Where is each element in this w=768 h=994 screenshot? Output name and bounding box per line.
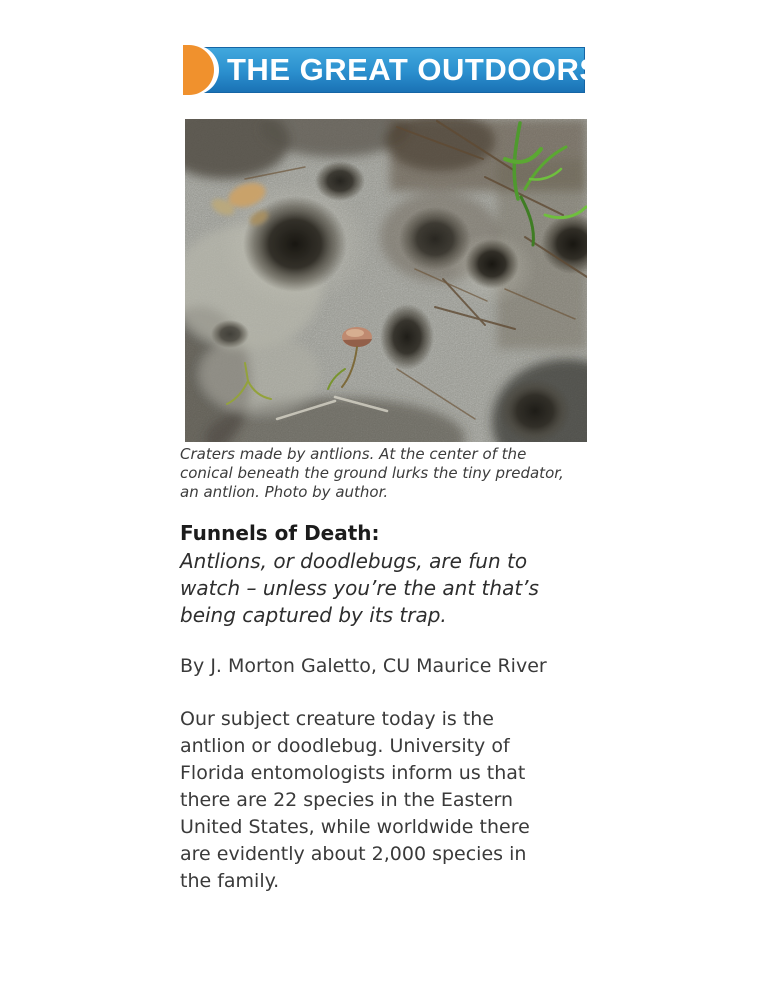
subtitle-line: being captured by its trap. [180, 603, 447, 627]
body-line: the family. [180, 870, 280, 892]
article-body [180, 706, 590, 895]
article [180, 520, 590, 895]
body-line: are evidently about 2,000 species in [180, 843, 527, 865]
body-line: there are 22 species in the Eastern [180, 789, 514, 811]
article-subtitle [180, 548, 590, 629]
article-title: Funnels of Death: [180, 521, 380, 545]
masthead-banner [183, 47, 601, 93]
photo-illustration [185, 119, 587, 442]
banner-title: THE GREAT OUTDOORS [227, 52, 601, 87]
caption-line: Craters made by antlions. At the center of the [180, 445, 527, 463]
subtitle-line: Antlions, or doodlebugs, are fun to [180, 549, 528, 573]
body-line: antlion or doodlebug. University of [180, 735, 510, 757]
caption-line: conical beneath the ground lurks the tiny predator, [180, 464, 564, 482]
antlion-craters-photo [185, 119, 587, 442]
body-line: Our subject creature today is the [180, 708, 495, 730]
photo-caption [180, 445, 590, 502]
article-byline: By J. Morton Galetto, CU Maurice River [180, 655, 547, 677]
body-line: Florida entomologists inform us that [180, 762, 526, 784]
subtitle-line: watch – unless you’re the ant that’s [180, 576, 539, 600]
body-line: United States, while worldwide there [180, 816, 530, 838]
caption-line: an antlion. Photo by author. [180, 483, 389, 501]
